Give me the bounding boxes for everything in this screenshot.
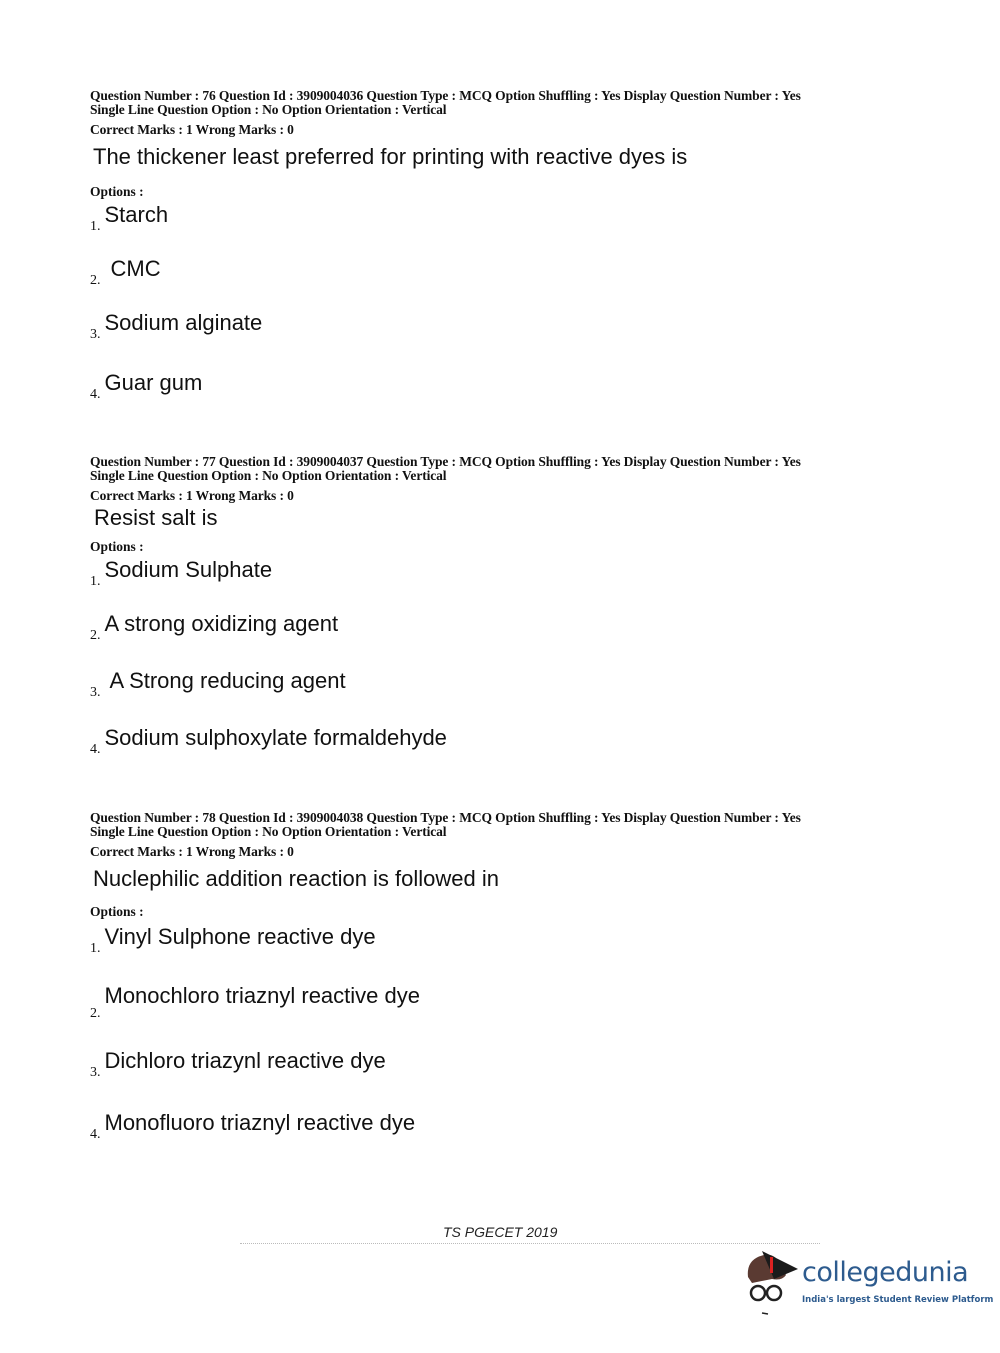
collegedunia-logo bbox=[742, 1247, 994, 1317]
option-number: 1. bbox=[90, 219, 101, 234]
option-text: A Strong reducing agent bbox=[109, 668, 346, 693]
option-number: 2. bbox=[90, 273, 101, 288]
options-label: Options : bbox=[90, 539, 144, 554]
question-text: Nuclephilic addition reaction is followed in bbox=[93, 866, 500, 891]
option bbox=[90, 668, 346, 700]
options-label: Options : bbox=[90, 904, 144, 919]
option-number: 2. bbox=[90, 628, 101, 643]
option-number: 4. bbox=[90, 387, 101, 402]
option-number: 1. bbox=[90, 574, 101, 589]
mascot-icon bbox=[742, 1247, 802, 1317]
exam-footer: TS PGECET 2019 bbox=[443, 1224, 558, 1240]
question-marks: Correct Marks : 1 Wrong Marks : 0 bbox=[90, 488, 294, 503]
option-text: Starch bbox=[104, 202, 169, 227]
logo-brand: collegedunia bbox=[802, 1257, 969, 1288]
option bbox=[90, 924, 376, 956]
question-meta: Single Line Question Option : No Option Orientation : Vertical bbox=[90, 468, 447, 483]
question-meta: Question Number : 76 Question Id : 3909004036 Question Type : MCQ Option Shuffling : Yes Display Question Number : Yes bbox=[90, 88, 801, 103]
option-text: Monofluoro triaznyl reactive dye bbox=[104, 1110, 416, 1135]
option-text: A strong oxidizing agent bbox=[104, 611, 339, 636]
option-number: 2. bbox=[90, 1006, 101, 1021]
option bbox=[90, 310, 263, 342]
option-text: Vinyl Sulphone reactive dye bbox=[104, 924, 376, 949]
option bbox=[90, 725, 447, 757]
question-meta: Question Number : 78 Question Id : 3909004038 Question Type : MCQ Option Shuffling : Yes Display Question Number : Yes bbox=[90, 810, 801, 825]
option-text: Sodium sulphoxylate formaldehyde bbox=[104, 725, 447, 750]
question-text: Resist salt is bbox=[94, 505, 218, 530]
option bbox=[90, 202, 169, 234]
option-number: 1. bbox=[90, 941, 101, 956]
option-number: 4. bbox=[90, 742, 101, 757]
question-meta: Single Line Question Option : No Option Orientation : Vertical bbox=[90, 102, 447, 117]
divider bbox=[240, 1243, 820, 1244]
question-marks: Correct Marks : 1 Wrong Marks : 0 bbox=[90, 844, 294, 859]
option bbox=[90, 1110, 416, 1142]
option-number: 4. bbox=[90, 1127, 101, 1142]
option bbox=[90, 557, 273, 589]
option-text: CMC bbox=[110, 256, 161, 281]
option-number: 3. bbox=[90, 1065, 101, 1080]
option bbox=[90, 256, 161, 288]
option-number: 3. bbox=[90, 685, 101, 700]
options-label: Options : bbox=[90, 184, 144, 199]
logo-tagline: India's largest Student Review Platform bbox=[802, 1295, 994, 1305]
question-marks: Correct Marks : 1 Wrong Marks : 0 bbox=[90, 122, 294, 137]
option-text: Guar gum bbox=[104, 370, 203, 395]
option-text: Monochloro triaznyl reactive dye bbox=[104, 983, 420, 1008]
question-meta: Single Line Question Option : No Option Orientation : Vertical bbox=[90, 824, 447, 839]
question-meta: Question Number : 77 Question Id : 3909004037 Question Type : MCQ Option Shuffling : Yes Display Question Number : Yes bbox=[90, 454, 801, 469]
option-number: 3. bbox=[90, 327, 101, 342]
question-text: The thickener least preferred for printing with reactive dyes is bbox=[93, 144, 688, 169]
option bbox=[90, 370, 203, 402]
option-text: Sodium alginate bbox=[104, 310, 263, 335]
option-text: Sodium Sulphate bbox=[104, 557, 273, 582]
option-text: Dichloro triazynl reactive dye bbox=[104, 1048, 386, 1073]
option bbox=[90, 1048, 386, 1080]
option bbox=[90, 611, 339, 643]
option bbox=[90, 983, 420, 1021]
